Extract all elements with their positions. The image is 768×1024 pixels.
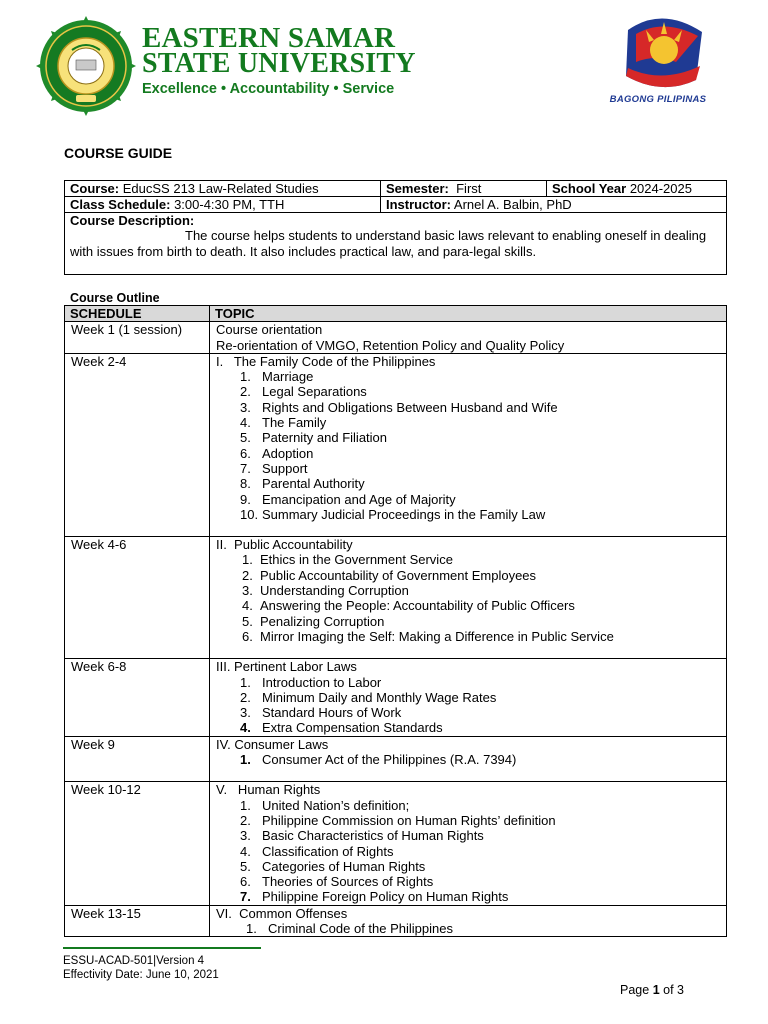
list-item: 1. United Nation’s definition; xyxy=(240,797,410,813)
topic-heading: III. Pertinent Labor Laws xyxy=(216,659,357,675)
schedule-cell: Week 9 xyxy=(65,736,210,782)
table-row xyxy=(65,353,727,536)
university-seal-logo xyxy=(36,16,136,116)
course-label: Course: xyxy=(70,181,120,196)
outline-header-row xyxy=(65,306,727,322)
topic-heading: IV. Consumer Laws xyxy=(216,736,329,752)
schedule-cell: Week 6-8 xyxy=(65,659,210,736)
list-item: 4. Answering the People: Accountability of Public Officers xyxy=(242,598,575,614)
list-item: 1. Ethics in the Government Service xyxy=(242,552,453,568)
list-item: 7. Philippine Foreign Policy on Human Rights xyxy=(240,889,509,905)
university-name-line2: STATE UNIVERSITY xyxy=(142,48,416,79)
course-cell xyxy=(65,181,381,197)
effectivity-date: Effectivity Date: June 10, 2021 xyxy=(63,969,219,981)
topic-cell xyxy=(210,659,727,736)
schedule-cell: Week 4-6 xyxy=(65,537,210,659)
list-item: 10. Summary Judicial Proceedings in the Family Law xyxy=(240,506,546,522)
university-name xyxy=(142,22,416,79)
page-title: COURSE GUIDE xyxy=(64,145,173,161)
list-item: 2. Legal Separations xyxy=(240,384,367,400)
table-row xyxy=(65,322,727,354)
topic-line: Course orientation xyxy=(216,322,323,338)
schedule-cell: Week 10-12 xyxy=(65,782,210,905)
list-item: 2. Public Accountability of Government Employees xyxy=(242,567,537,583)
list-item: 4. The Family xyxy=(240,415,327,431)
school-year-value: 2024-2025 xyxy=(629,181,692,196)
topic-cell xyxy=(210,322,727,354)
schedule-value: 3:00-4:30 PM, TTH xyxy=(174,197,285,212)
page-number: Page 1 of 3 xyxy=(620,983,684,997)
semester-label: Semester: xyxy=(386,181,449,196)
list-item: 1. Marriage xyxy=(240,369,314,385)
topic-cell xyxy=(210,782,727,905)
semester-cell xyxy=(381,181,547,197)
semester-value: First xyxy=(456,181,482,196)
list-item: 9. Emancipation and Age of Majority xyxy=(240,491,456,507)
list-item: 1. Introduction to Labor xyxy=(240,674,382,690)
table-row xyxy=(65,537,727,659)
document-code xyxy=(63,954,219,982)
list-item: 3. Standard Hours of Work xyxy=(240,705,402,721)
list-item: 3. Understanding Corruption xyxy=(242,583,409,599)
course-info-table xyxy=(64,180,727,275)
description-text: The course helps students to understand basic laws relevant to enabling oneself in dealing with issues from birth to death. It also includes practical law, and para-legal skills. xyxy=(70,228,707,259)
instructor-cell xyxy=(381,197,727,213)
university-motto: Excellence • Accountability • Service xyxy=(142,81,395,97)
course-outline-table xyxy=(64,305,727,937)
table-row xyxy=(65,782,727,905)
topic-heading: II. Public Accountability xyxy=(216,537,353,553)
schedule-cell: Week 2-4 xyxy=(65,353,210,536)
schedule-header: SCHEDULE xyxy=(65,306,210,322)
list-item: 2. Philippine Commission on Human Rights’ definition xyxy=(240,812,556,828)
topic-cell xyxy=(210,353,727,536)
course-value: EducSS 213 Law-Related Studies xyxy=(122,181,319,196)
school-year-label: School Year xyxy=(552,181,627,196)
topic-cell xyxy=(210,905,727,937)
instructor-value: Arnel A. Balbin, PhD xyxy=(453,197,572,212)
list-item: 4. Classification of Rights xyxy=(240,843,394,859)
list-item: 2. Minimum Daily and Monthly Wage Rates xyxy=(240,689,497,705)
list-item: 5. Paternity and Filiation xyxy=(240,430,388,446)
list-item: 3. Rights and Obligations Between Husband and Wife xyxy=(240,399,558,415)
table-row xyxy=(65,905,727,937)
topic-heading: VI. Common Offenses xyxy=(216,905,348,921)
list-item: 7. Support xyxy=(240,460,308,476)
list-item: 6. Mirror Imaging the Self: Making a Difference in Public Service xyxy=(242,628,614,644)
topic-cell xyxy=(210,537,727,659)
schedule-cell: Week 13-15 xyxy=(65,905,210,937)
topic-heading: V. Human Rights xyxy=(216,782,321,798)
university-name-line1: EASTERN SAMAR xyxy=(142,22,396,54)
footer-divider xyxy=(63,947,261,949)
list-item: 1. Criminal Code of the Philippines xyxy=(246,920,453,936)
list-item: 6. Theories of Sources of Rights xyxy=(240,874,434,890)
topic-header: TOPIC xyxy=(210,306,727,322)
list-item: 5. Penalizing Corruption xyxy=(242,613,385,629)
list-item: 3. Basic Characteristics of Human Rights xyxy=(240,828,484,844)
schedule-label: Class Schedule: xyxy=(70,197,171,212)
description-label: Course Description: xyxy=(70,213,195,228)
document-version: ESSU-ACAD-501|Version 4 xyxy=(63,955,205,967)
bagong-pilipinas-logo xyxy=(606,10,718,94)
list-item: 5. Categories of Human Rights xyxy=(240,858,426,874)
table-row xyxy=(65,736,727,782)
list-item: 4. Extra Compensation Standards xyxy=(240,720,443,736)
course-outline-label: Course Outline xyxy=(70,291,160,305)
list-item: 1. Consumer Act of the Philippines (R.A. 7394) xyxy=(240,752,517,768)
schedule-cell xyxy=(65,197,381,213)
table-row xyxy=(65,659,727,736)
topic-cell xyxy=(210,736,727,782)
bagong-pilipinas-text: BAGONG PILIPINAS xyxy=(609,94,707,105)
list-item: 6. Adoption xyxy=(240,445,314,461)
topic-heading: I. The Family Code of the Philippines xyxy=(216,353,436,369)
school-year-cell xyxy=(547,181,727,197)
description-cell xyxy=(65,213,727,275)
list-item: 8. Parental Authority xyxy=(240,476,365,492)
schedule-cell: Week 1 (1 session) xyxy=(65,322,210,354)
topic-line: Re-orientation of VMGO, Retention Policy and Quality Policy xyxy=(216,337,565,353)
instructor-label: Instructor: xyxy=(386,197,451,212)
